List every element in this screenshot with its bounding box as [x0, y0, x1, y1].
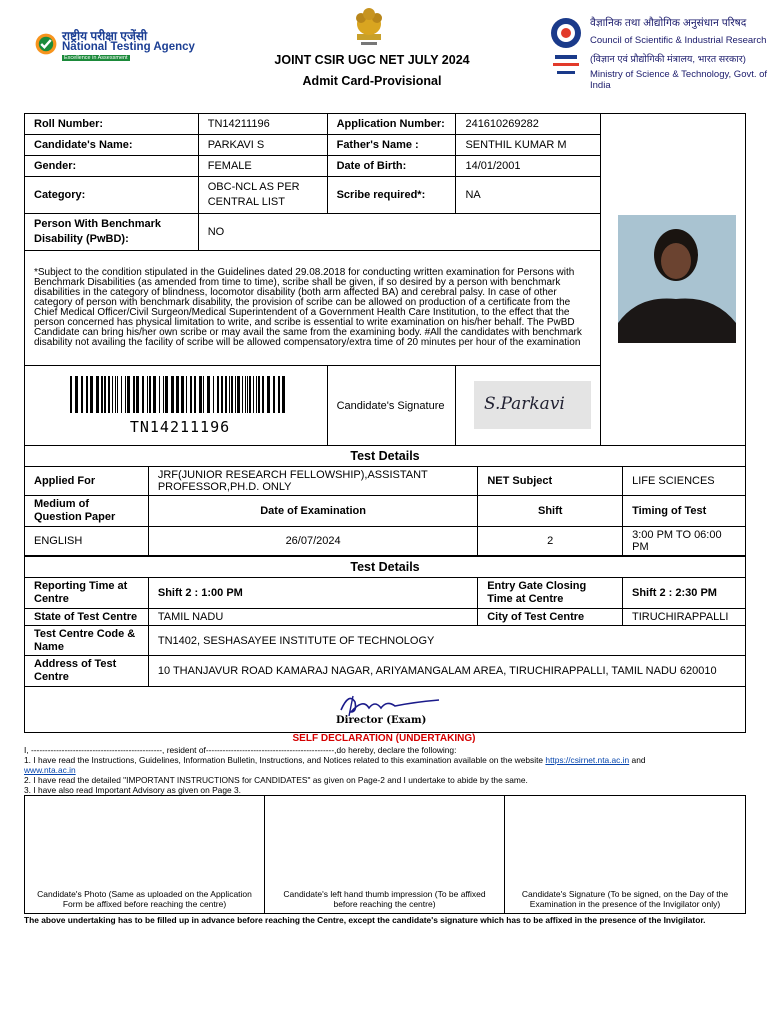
barcode-bar [203, 376, 204, 413]
barcode-bar [245, 376, 246, 413]
barcode-bar [267, 376, 270, 413]
barcode-bar [231, 376, 233, 413]
medium-label: Medium of Question Paper [25, 496, 149, 527]
barcode-bar [278, 376, 280, 413]
barcode-bar [262, 376, 264, 413]
barcode-bar [171, 376, 174, 413]
barcode-bar [282, 376, 285, 413]
state-label: State of Test Centre [25, 609, 149, 626]
declaration-and: and [629, 755, 646, 765]
exam-date-label: Date of Examination [148, 496, 478, 527]
csirnet-link[interactable]: https://csirnet.nta.ac.in [545, 755, 630, 765]
barcode-bar [176, 376, 179, 413]
barcode-bar [86, 376, 88, 413]
undertaking-footnote: The above undertaking has to be filled up in advance before reaching the Centre, except the candidate's signature which has to be affixed in the presence of the Invigilator. [24, 915, 706, 925]
signature-label: Candidate's Signature [327, 366, 456, 446]
barcode-bar [147, 376, 148, 413]
barcode-bar [136, 376, 139, 413]
father-name-label: Father's Name : [327, 135, 456, 156]
roll-value: TN14211196 [198, 114, 327, 135]
barcode-bar [101, 376, 103, 413]
barcode-bar [229, 376, 230, 413]
barcode-bar [163, 376, 164, 413]
nta-link[interactable]: www.nta.ac.in [24, 765, 76, 775]
barcode-bar [235, 376, 236, 413]
shift-label: Shift [478, 496, 623, 527]
address-label: Address of Test Centre [25, 656, 149, 687]
barcode-bar [194, 376, 196, 413]
test-details-heading: Test Details [25, 446, 746, 467]
director-label: Director (Exam) [336, 715, 427, 726]
scribe-value: NA [456, 177, 601, 214]
reporting-time-label: Reporting Time at Centre [25, 578, 149, 609]
gate-closing-value: Shift 2 : 2:30 PM [623, 578, 746, 609]
barcode-icon [70, 376, 290, 413]
declaration-line-0: I, -----------------------------------------------, resident of----------------------------------------------,do hereby, declare the following: [24, 745, 457, 755]
page-title: JOINT CSIR UGC NET JULY 2024 [274, 53, 470, 67]
declaration-line-1-text: 1. I have read the Instructions, Guidelines, Information Bulletin, Instructions, and Notices related to this examination available on the website [24, 755, 546, 765]
candidate-name-value: PARKAVI S [198, 135, 327, 156]
barcode-bar [108, 376, 110, 413]
photo-affix-cell: Candidate's Photo (Same as uploaded on the Application Form be affixed before reaching the centre) [25, 796, 265, 913]
gender-label: Gender: [25, 156, 199, 177]
barcode-bar [153, 376, 156, 413]
dob-label: Date of Birth: [327, 156, 456, 177]
barcode-bar [165, 376, 168, 413]
net-subject-value: LIFE SCIENCES [623, 467, 746, 496]
person-photo-icon [618, 215, 736, 343]
applied-for-label: Applied For [25, 467, 149, 496]
pwbd-label: Person With Benchmark Disability (PwBD): [25, 214, 199, 251]
barcode-bar [242, 376, 243, 413]
candidate-name-label: Candidate's Name: [25, 135, 199, 156]
roll-label: Roll Number: [25, 114, 199, 135]
city-label: City of Test Centre [478, 609, 623, 626]
category-value: OBC-NCL AS PER CENTRAL LIST [198, 177, 327, 214]
declaration-line-1 [24, 755, 746, 775]
centre-code-label: Test Centre Code & Name [25, 626, 149, 656]
barcode-bar [258, 376, 260, 413]
applied-for-value: JRF(JUNIOR RESEARCH FELLOWSHIP),ASSISTANT PROFESSOR,PH.D. ONLY [148, 467, 478, 496]
barcode-bar [104, 376, 106, 413]
barcode-bar [221, 376, 223, 413]
barcode-bar [253, 376, 254, 413]
national-emblem-icon [347, 4, 391, 50]
barcode-bar [249, 376, 251, 413]
header [0, 0, 768, 112]
shift-value: 2 [478, 527, 623, 556]
barcode-bar [186, 376, 187, 413]
barcode-bar [133, 376, 135, 413]
barcode-bar [199, 376, 202, 413]
centre-code-value: TN1402, SESHASAYEE INSTITUTE OF TECHNOLOGY [148, 626, 745, 656]
centre-details-heading: Test Details [25, 557, 746, 578]
net-subject-label: NET Subject [478, 467, 623, 496]
barcode-bar [217, 376, 219, 413]
barcode-bar [121, 376, 122, 413]
signature-affix-cell: Candidate's Signature (To be signed, on the Day of the Examination in the presence of the Invigilator only) [521, 889, 729, 909]
test-details-table [24, 445, 746, 556]
scribe-note: *Subject to the condition stipulated in the Guidelines dated 29.08.2018 for conducting written examination for Persons with Benchmark Disabilities (as amended from time to time), scribe shall be given, if so desired by a person with benchmark disabilities in the category of blindness, locomotor disability (both arm affected BA) and cerebral palsy. In case of other category of person with benchmark disability, the provision of scribe can be allowed on production of a certificate from the Chief Medical Officer/Civil Surgeon/Medical Superintendent of a Government Health Care Institution, to the effect that the person concerned has physical limitation to write, and scribe is essential to write examination on his/her behalf. The PwBD Candidate can bring his/her own scribe or may avail the same from the examining body. #All the candidates with benchmark disability not availing the facility of scribe will be allowed compensatory/extra time of 20 minutes per hour of the examination [25, 251, 601, 366]
nta-name: National Testing Agency [62, 41, 195, 53]
barcode-bar [273, 376, 275, 413]
gender-value: FEMALE [198, 156, 327, 177]
barcode-bar [142, 376, 144, 413]
state-value: TAMIL NADU [148, 609, 477, 626]
barcode-bar [190, 376, 192, 413]
timing-label: Timing of Test [623, 496, 746, 527]
undertaking-grid [24, 795, 746, 914]
exam-date-value: 26/07/2024 [148, 527, 478, 556]
barcode-bar [237, 376, 240, 413]
barcode-bar [149, 376, 151, 413]
barcode-bar [127, 376, 130, 413]
csir-logo-icon [549, 13, 583, 83]
barcode-bar [213, 376, 214, 413]
barcode-bar [112, 376, 113, 413]
barcode-bar [225, 376, 227, 413]
barcode-bar [75, 376, 78, 413]
barcode-bar [81, 376, 83, 413]
declaration-line-2: 2. I have read the detailed "IMPORTANT INSTRUCTIONS for CANDIDATES" as given on Page-2 and I undertake to abide by the same. [24, 775, 528, 785]
father-name-value: SENTHIL KUMAR M [456, 135, 601, 156]
csir-ministry: Ministry of Science & Technology, Govt. of India [590, 69, 768, 91]
application-value: 241610269282 [456, 114, 601, 135]
barcode-bar [125, 376, 126, 413]
page-subtitle: Admit Card-Provisional [302, 74, 442, 88]
csir-name: Council of Scientific & Industrial Research [590, 35, 767, 46]
gate-closing-label: Entry Gate Closing Time at Centre [478, 578, 623, 609]
barcode-bar [207, 376, 210, 413]
barcode-text: TN14211196 [129, 418, 231, 436]
address-value: 10 THANJAVUR ROAD KAMARAJ NAGAR, ARIYAMANGALAM AREA, TIRUCHIRAPPALLI, TAMIL NADU 620010 [148, 656, 745, 687]
dob-value: 14/01/2001 [456, 156, 601, 177]
reporting-time-value: Shift 2 : 1:00 PM [148, 578, 477, 609]
timing-value: 3:00 PM TO 06:00 PM [623, 527, 746, 556]
centre-details-table [24, 556, 746, 687]
csir-hindi-name: वैज्ञानिक तथा औद्योगिक अनुसंधान परिषद [590, 17, 747, 29]
application-label: Application Number: [327, 114, 456, 135]
barcode-bar [96, 376, 99, 413]
declaration-title: SELF DECLARATION (UNDERTAKING) [292, 733, 476, 744]
barcode-bar [70, 376, 72, 413]
csir-hindi-ministry: (विज्ञान एवं प्रौद्योगिकी मंत्रालय, भारत सरकार) [590, 54, 746, 65]
medium-value: ENGLISH [25, 527, 149, 556]
barcode-bar [159, 376, 160, 413]
candidate-photo [618, 215, 736, 343]
candidate-signature: S.Parkavi [484, 394, 565, 414]
barcode-bar [115, 376, 116, 413]
pwbd-value: NO [198, 214, 601, 251]
barcode-bar [247, 376, 248, 413]
barcode-bar [117, 376, 118, 413]
nta-hindi-name: राष्ट्रीय परीक्षा एजेंसी [62, 29, 148, 43]
category-label: Category: [25, 177, 199, 214]
nta-tagline: Excellence in Assessment [64, 55, 128, 61]
city-value: TIRUCHIRAPPALLI [623, 609, 746, 626]
director-signature-icon [335, 690, 445, 718]
barcode-bar [90, 376, 93, 413]
barcode-bar [181, 376, 184, 413]
barcode-bar [256, 376, 257, 413]
thumb-impression-cell: Candidate's left hand thumb impression (To be affixed before reaching the centre) [265, 796, 505, 913]
declaration-line-3: 3. I have also read Important Advisory as given on Page 3. [24, 785, 241, 795]
scribe-label: Scribe required*: [327, 177, 456, 214]
